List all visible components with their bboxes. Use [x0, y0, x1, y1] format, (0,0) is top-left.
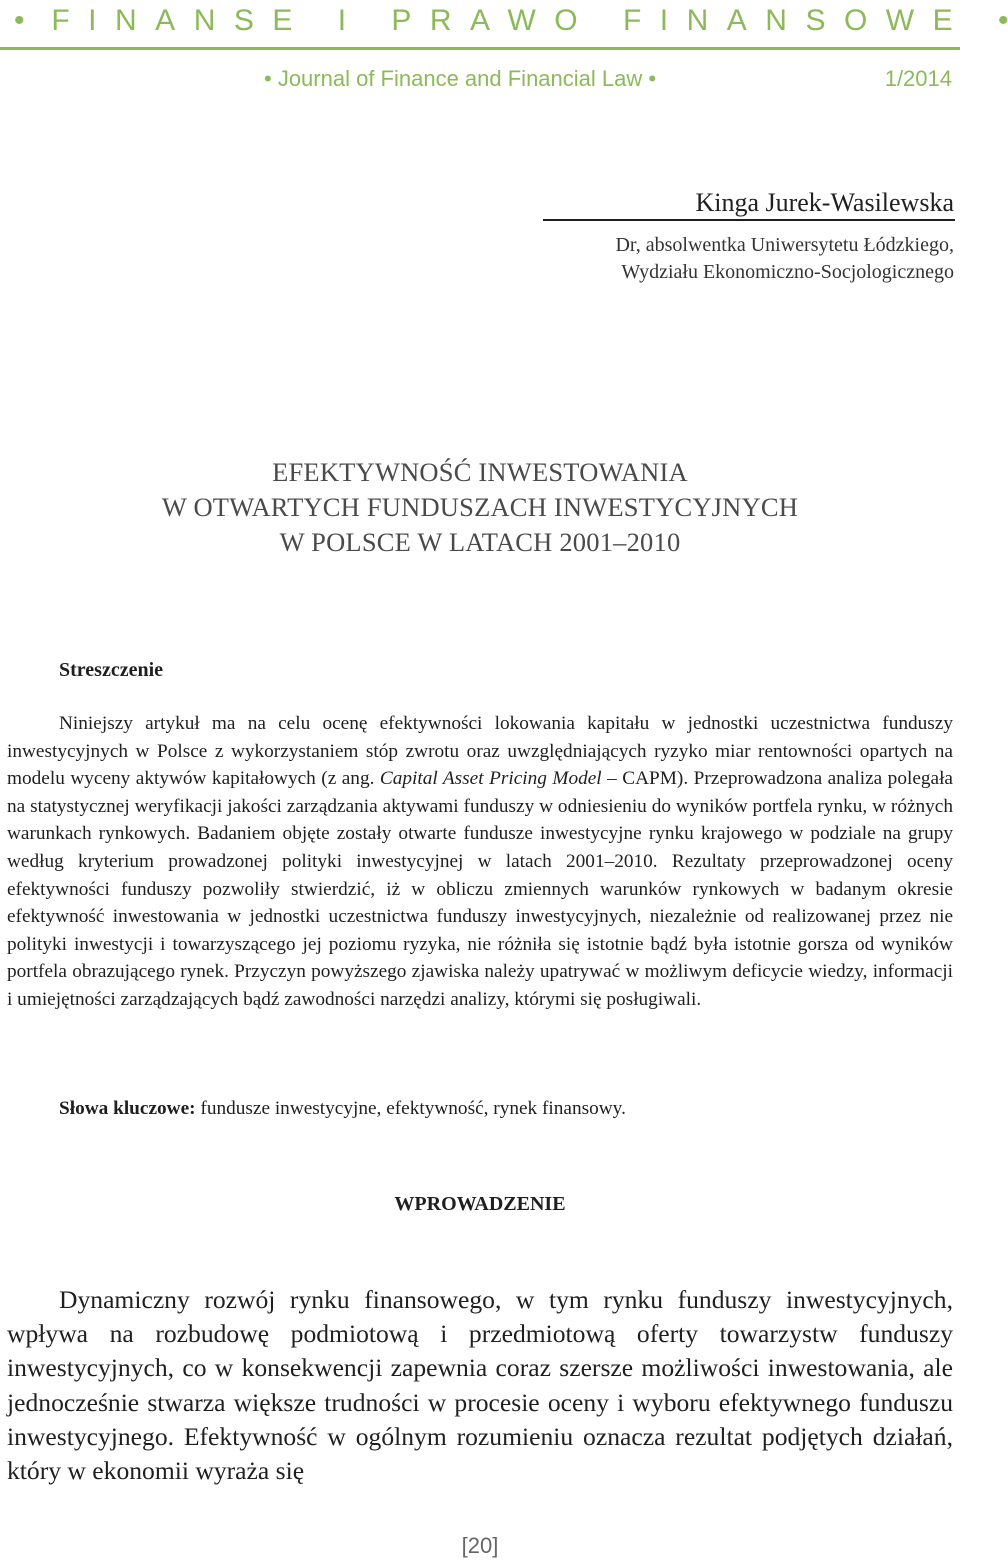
author-affiliation: [514, 232, 954, 286]
title-line-2: W OTWARTYCH FUNDUSZACH INWESTYCYJNYCH: [161, 492, 799, 522]
title-line-1: EFEKTYWNOŚĆ INWESTOWANIA: [272, 457, 688, 487]
bullet-left: •: [14, 4, 25, 37]
author-name: Kinga Jurek-Wasilewska: [695, 188, 954, 217]
page-number: [20]: [461, 1533, 499, 1558]
keywords-label: Słowa kluczowe:: [59, 1098, 196, 1119]
title-line-3: W POLSCE W LATACH 2001–2010: [279, 527, 681, 557]
issue-number: 1/2014: [884, 66, 952, 91]
author-divider: [543, 219, 955, 221]
abstract-text: [7, 710, 953, 1014]
affiliation-line-2: Wydziału Ekonomiczno-Socjologicznego: [621, 261, 954, 283]
header-divider: [0, 47, 960, 50]
keywords-list: fundusze inwestycyjne, efektywność, rynek finansowy.: [195, 1098, 626, 1119]
paper-title: [0, 455, 960, 560]
bullet-right: •: [997, 4, 1008, 37]
journal-title-banner: [0, 0, 1008, 42]
section-heading-introduction: WPROWADZENIE: [394, 1193, 566, 1215]
introduction-text: Dynamiczny rozwój rynku finansowego, w tym rynku funduszy inwestycyjnych, wpływa na rozbudowę podmiotową i przedmiotową oferty towarzystw funduszy inwestycyjnych, co w konsekwencji zapewnia coraz szersze możliwości inwestowania, ale jednocześnie stwarza większe trudności w procesie oceny i wyboru efektywnego funduszu inwestycyjnego. Efektywność w ogólnym rozumieniu oznacza rezultat podjętych działań, który w ekonomii wyraża się: [7, 1285, 953, 1486]
abstract-text-italic: Capital Asset Pricing Model: [379, 768, 602, 790]
affiliation-line-1: Dr, absolwentka Uniwersytetu Łódzkiego,: [615, 234, 954, 256]
abstract-text-part-1: Niniejszy artykuł ma na celu ocenę efektywności lokowania kapitału w jednostki uczestnictwa funduszy inwestycyjnych w Polsce z wykorzystaniem stóp zwrotu oraz uwzględniających ryzyko miar rentowności opartych na modelu wyceny aktywów kapitałowych (z ang.: [7, 713, 953, 790]
journal-subtitle: • Journal of Finance and Financial Law •: [264, 66, 657, 91]
abstract-text-part-2: – CAPM). Przeprowadzona analiza polegała na statystycznej weryfikacji jakości zarządzania aktywami funduszy w odniesieniu do wyników portfela rynku, w różnych warunkach rynkowych. Badaniem objęte zostały otwarte fundusze inwestycyjne rynku krajowego w podziale na grupy według kryterium prowadzonej polityki inwestycyjnej w latach 2001–2010. Rezultaty przeprowadzonej oceny efektywności funduszy pozwoliły stwierdzić, iż w obliczu zmiennych warunków rynkowych w badanym okresie efektywność inwestowania w jednostki uczestnictwa funduszy inwestycyjnych, niezależnie od realizowanej przez nie polityki inwestycji i towarzyszącego jej poziomu ryzyka, nie różniła się istotnie bądź była istotnie gorsza od wyników portfela obrazującego rynek. Przyczyn powyższego zjawiska należy upatrywać w możliwym deficycie wiedzy, informacji i umiejętności zarządzających bądź zawodności narzędzi analizy, którymi się posługiwali.: [7, 768, 953, 1010]
keywords: [59, 1095, 626, 1122]
abstract-heading: Streszczenie: [59, 659, 164, 681]
journal-title: FINANSE I PRAWO FINANSOWE: [51, 4, 972, 37]
